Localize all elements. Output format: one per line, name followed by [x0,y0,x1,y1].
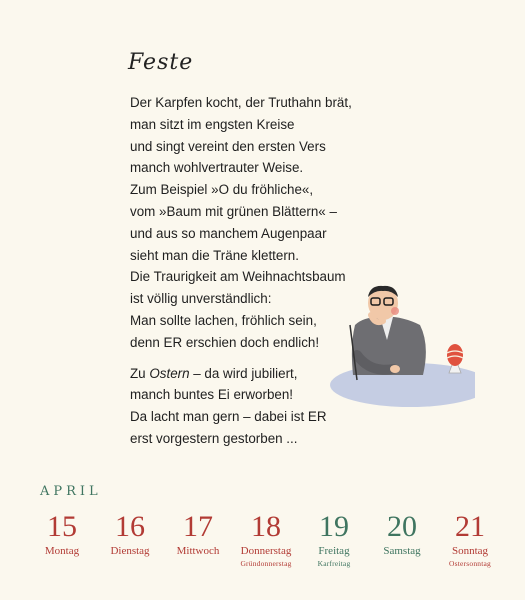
poem-line: sieht man die Träne klettern. [130,247,299,263]
man-cheek [391,307,399,315]
calendar-day [368,510,436,559]
page-title: Feste [128,50,194,75]
day-holiday: Gründonnerstag [240,559,292,568]
day-number: 17 [183,510,213,543]
day-number: 20 [387,510,417,543]
zu-word: Zu [130,365,150,381]
day-name: Samstag [383,545,421,557]
man-with-easter-egg-illustration [325,285,475,415]
poem-line-rest: – da wird jubiliert, [189,365,298,381]
calendar-days [28,510,508,590]
poem-line: man sitzt im engsten Kreise [130,116,295,132]
day-name: Donnerstag [240,545,292,557]
day-number: 15 [47,510,77,543]
poem-line: erst vorgestern gestorben ... [130,430,298,446]
poem-line: und aus so manchem Augenpaar [130,225,327,241]
poem-line: Zum Beispiel »O du fröhliche«, [130,182,314,198]
calendar-day [232,510,300,568]
poem-line: ist völlig unverständlich: [130,291,272,307]
calendar-day [96,510,164,559]
easter-egg [447,344,463,366]
poem-line: und singt vereint den ersten Vers [130,138,326,154]
calendar-day [436,510,504,568]
calendar-day [300,510,368,568]
poem-line: denn ER erschien doch endlich! [130,334,320,350]
calendar-day [164,510,232,559]
poem-line: Da lacht man gern – dabei ist ER [130,409,327,425]
day-number: 16 [115,510,145,543]
poem-line: manch buntes Ei erworben! [130,387,294,403]
day-name: Dienstag [110,545,150,557]
poem-line: Der Karpfen kocht, der Truthahn brät, [130,95,352,110]
poem-line: vom »Baum mit grünen Blättern« – [130,203,337,219]
calendar-month: APRIL [40,484,102,499]
poem-line: manch wohlvertrauter Weise. [130,160,304,176]
man-hand-table [390,365,400,373]
day-number: 18 [251,510,281,543]
day-name: Freitag [318,545,350,557]
day-name: Montag [44,545,80,557]
poem-line: Man sollte lachen, fröhlich sein, [130,312,317,328]
ostern-word: Ostern [149,365,190,381]
day-name: Sonntag [451,545,489,557]
day-name: Mittwoch [176,545,220,557]
day-number: 19 [319,510,349,543]
day-holiday: Karfreitag [317,559,351,568]
day-holiday: Ostersonntag [449,559,491,568]
calendar-day [28,510,96,559]
day-number: 21 [455,510,485,543]
poem-line: Die Traurigkeit am Weihnachtsbaum [130,269,346,285]
